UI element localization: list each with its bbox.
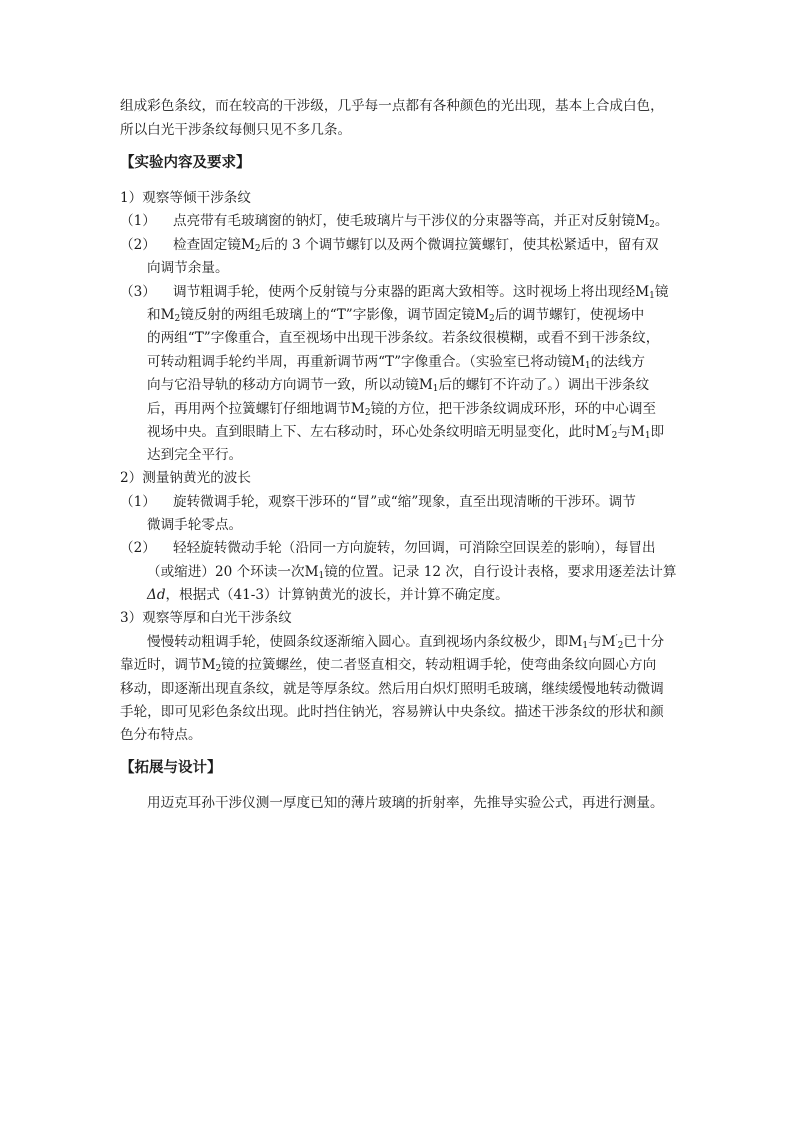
- part1-step3-line-3: 的两组“T”字像重合，直至视场中出现干涉条纹。若条纹很模糊，或看不到干涉条纹，: [147, 330, 660, 346]
- part3-line-5: 色分布特点。: [120, 727, 202, 743]
- extend-paragraph: 用迈克耳孙干涉仪测一厚度已知的薄片玻璃的折射率，先推导实验公式，再进行测量。: [147, 795, 664, 811]
- part2-step1-line-2: 微调手轮零点。: [147, 517, 243, 533]
- part1-step1-line-1: 点亮带有毛玻璃窗的钠灯，使毛玻璃片与干涉仪的分束器等高，并正对反射镜$M_2$。: [173, 213, 669, 230]
- part1-title: 1）观察等倾干涉条纹: [120, 190, 251, 206]
- part3-line-2: 靠近时，调节$M_2$镜的拉簧螺丝，使二者竖直相交，转动粗调手轮，使弯曲条纹向圆心方向: [120, 657, 657, 674]
- part1-step2-number: （2）: [120, 237, 156, 253]
- part3-line-4: 手轮，即可见彩色条纹出现。此时挡住钠光，容易辨认中央条纹。描述干涉条纹的形状和颜: [120, 704, 664, 720]
- part3-line-1: 慢慢转动粗调手轮，使圆条纹逐渐缩入圆心。直到视场内条纹极少，即$M_1$与$M'_2$已十分: [147, 634, 665, 651]
- intro-line-2: 所以白光干涉条纹每侧只见不多几条。: [120, 122, 352, 138]
- part1-step3-line-6: 后，再用两个拉簧螺钉仔细地调节$M_2$镜的方位，把干涉条纹调成环形，环的中心调至: [147, 401, 657, 418]
- part2-title: 2）测量钠黄光的波长: [120, 470, 251, 486]
- part1-step1-number: （1）: [120, 213, 156, 229]
- part1-step3-line-4: 可转动粗调手轮约半周，再重新调节两“T”字像重合。（实验室已将动镜$M_1$的法线方: [147, 354, 646, 371]
- part1-step3-line-1: 调节粗调手轮，使两个反射镜与分束器的距离大致相等。这时视场上将出现经$M_1$镜: [173, 284, 669, 301]
- part1-step3-line-2: 和$M_2$镜反射的两组毛玻璃上的“T”字影像，调节固定镜$M_2$后的调节螺钉，使视场中: [147, 307, 645, 324]
- part3-title: 3）观察等厚和白光干涉条纹: [120, 610, 292, 626]
- part1-step2-line-2: 向调节余量。: [147, 260, 229, 276]
- part2-step2-number: （2）: [120, 540, 156, 556]
- part2-step2-line-3: Δd，根据式（41-3）计算钠黄光的波长，并计算不确定度。: [147, 587, 509, 603]
- intro-line-1: 组成彩色条纹，而在较高的干涉级，几乎每一点都有各种颜色的光出现，基本上合成白色，: [120, 98, 664, 114]
- part1-step3-line-8: 达到完全平行。: [147, 447, 243, 463]
- part1-step3-line-7: 视场中央。直到眼睛上下、左右移动时，环心处条纹明暗无明显变化，此时$M'_2$与$M_1$即: [147, 424, 665, 441]
- part3-line-3: 移动，即逐渐出现直条纹，就是等厚条纹。然后用白炽灯照明毛玻璃，继续缓慢地转动微调: [120, 681, 664, 697]
- part2-step2-line-1: 轻轻旋转微动手轮（沿同一方向旋转，勿回调，可消除空回误差的影响），每冒出: [173, 540, 656, 556]
- part1-step3-number: （3）: [120, 284, 156, 300]
- part2-step2-line-2: （或缩进）20 个环读一次$M_1$镜的位置。记录 12 次，自行设计表格，要求用逐差法计算: [147, 564, 677, 581]
- part2-step1-number: （1）: [120, 494, 156, 510]
- part1-step3-line-5: 向与它沿导轨的移动方向调节一致，所以动镜$M_1$后的螺钉不许动了。）调出干涉条纹: [147, 377, 650, 394]
- section-heading-content: 【实验内容及要求】: [120, 155, 251, 171]
- part2-step1-line-1: 旋转微调手轮，观察干涉环的“冒”或“缩”现象，直至出现清晰的干涉环。调节: [173, 494, 636, 510]
- section-heading-extend: 【拓展与设计】: [120, 760, 222, 776]
- part1-step2-line-1: 检查固定镜$M_2$后的 3 个调节螺钉以及两个微调拉簧螺钉，使其松紧适中，留有双: [173, 237, 659, 254]
